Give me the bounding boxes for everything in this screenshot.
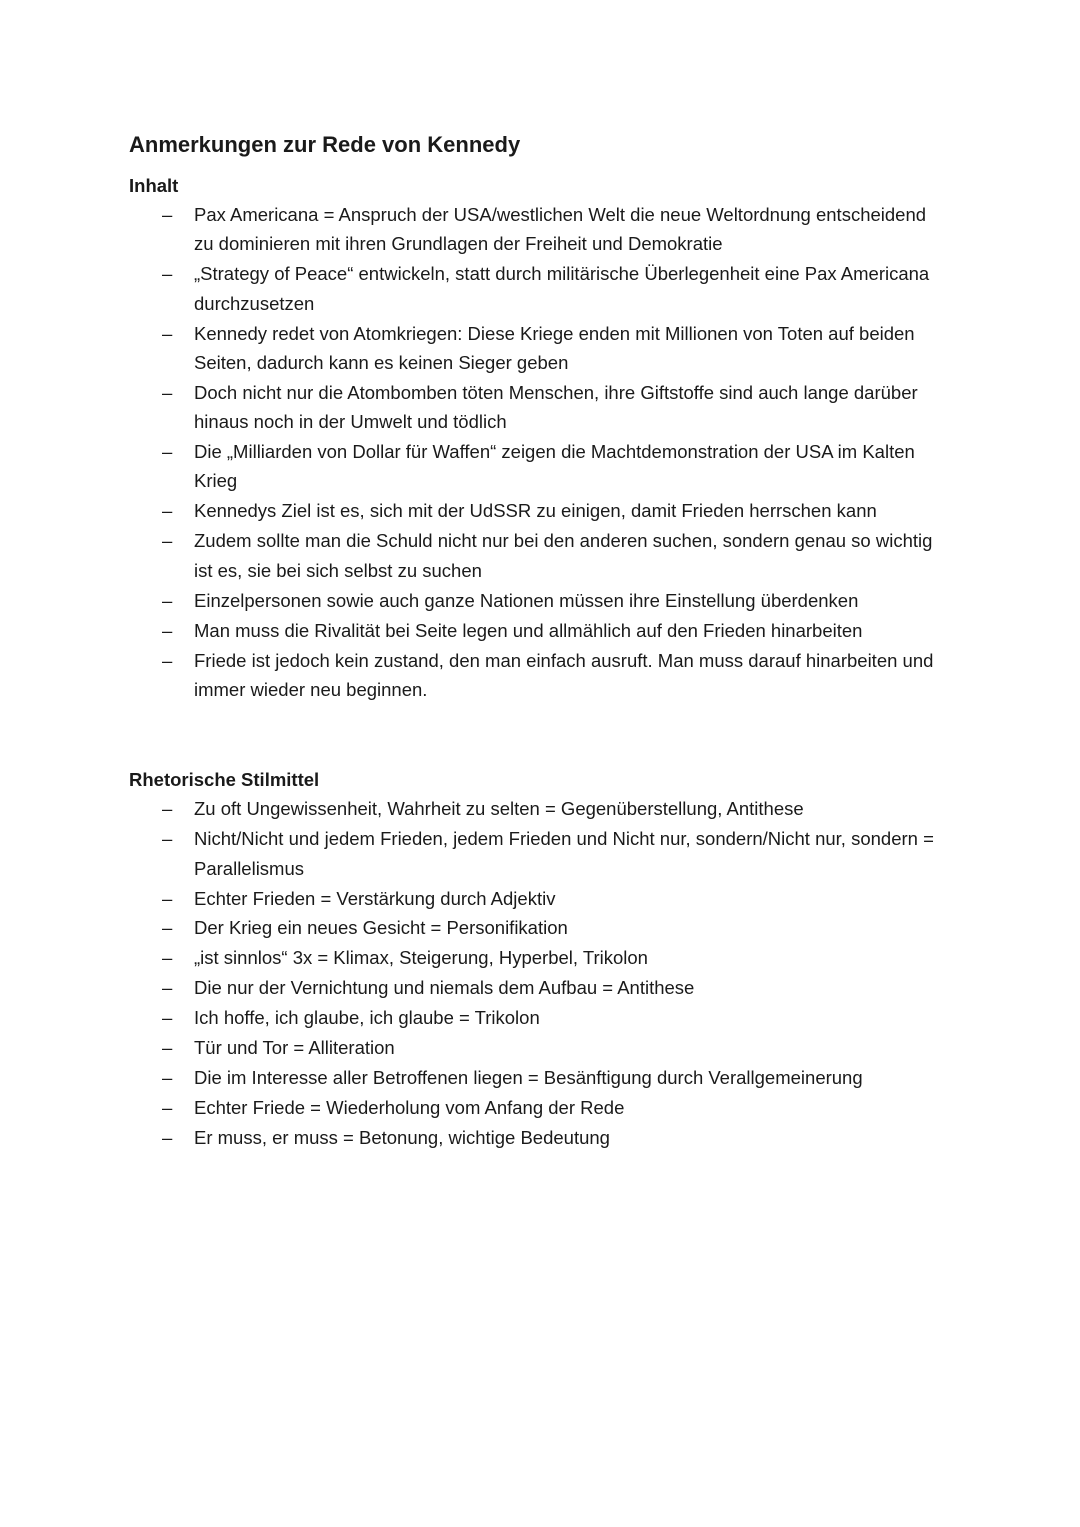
page-title: Anmerkungen zur Rede von Kennedy <box>129 132 521 157</box>
dash-bullet: – <box>162 441 173 463</box>
dash-bullet: – <box>162 977 173 999</box>
dash-bullet: – <box>162 1067 173 1089</box>
dash-bullet: – <box>162 381 173 403</box>
dash-bullet: – <box>162 204 173 225</box>
list-item <box>129 586 949 615</box>
dash-bullet: – <box>162 917 173 939</box>
list-item <box>129 1123 949 1152</box>
list-item-text: „ist sinnlos“ 3x = Klimax, Steigerung, Hyperbel, Trikolon <box>194 947 648 969</box>
list-item-text: Die nur der Vernichtung und niemals dem Aufbau = Antithese <box>194 977 695 999</box>
dash-bullet: – <box>162 1037 173 1059</box>
list-item-text: Nicht/Nicht und jedem Frieden, jedem Frieden und Nicht nur, sondern/Nicht nur, sondern = Parallelismus <box>194 828 934 879</box>
section-heading-rhetorische-stilmittel: Rhetorische Stilmittel <box>129 769 320 791</box>
dash-bullet: – <box>162 619 173 641</box>
list-item-text: Zu oft Ungewissenheit, Wahrheit zu selten = Gegenüberstellung, Antithese <box>194 798 804 820</box>
list-item <box>129 319 949 378</box>
list-item-text: Kennedys Ziel ist es, sich mit der UdSSR zu einigen, damit Frieden herrschen kann <box>194 500 877 522</box>
dash-bullet: – <box>162 500 173 522</box>
dash-bullet: – <box>162 828 173 850</box>
section-heading-inhalt: Inhalt <box>129 175 179 196</box>
list-item-text: Die im Interesse aller Betroffenen liegen = Besänftigung durch Verallgemeinerung <box>194 1067 863 1089</box>
list-item <box>129 1003 949 1032</box>
dash-bullet: – <box>162 649 173 671</box>
list-item <box>129 794 949 823</box>
list-item-text: Er muss, er muss = Betonung, wichtige Bedeutung <box>194 1127 610 1149</box>
dash-bullet: – <box>162 887 173 909</box>
list-item <box>129 1033 949 1062</box>
list-item-text: Einzelpersonen sowie auch ganze Nationen müssen ihre Einstellung überdenken <box>194 589 859 611</box>
document-page <box>129 128 949 1153</box>
list-item-text: Man muss die Rivalität bei Seite legen und allmählich auf den Frieden hinarbeiten <box>194 619 863 641</box>
dash-bullet: – <box>162 530 173 552</box>
list-item-text: Doch nicht nur die Atombomben töten Menschen, ihre Giftstoffe sind auch lange darüber hinaus noch in der Umwelt und tödlich <box>194 381 918 433</box>
list-item <box>129 1093 949 1122</box>
dash-bullet: – <box>162 1127 173 1149</box>
list-item <box>129 200 949 259</box>
list-item <box>129 378 949 437</box>
list-item <box>129 259 949 318</box>
dash-bullet: – <box>162 947 173 969</box>
list-item <box>129 496 949 525</box>
list-item-text: „Strategy of Peace“ entwickeln, statt durch militärische Überlegenheit eine Pax Americana durchzusetzen <box>194 263 930 314</box>
dash-bullet: – <box>162 589 173 611</box>
list-item <box>129 973 949 1002</box>
list-item-text: Die „Milliarden von Dollar für Waffen“ zeigen die Machtdemonstration der USA im Kalten Krieg <box>194 441 915 492</box>
list-item-text: Friede ist jedoch kein zustand, den man einfach ausruft. Man muss darauf hinarbeiten und immer wieder neu beginnen. <box>194 649 934 700</box>
list-item <box>129 824 949 883</box>
list-item-text: Kennedy redet von Atomkriegen: Diese Kriege enden mit Millionen von Toten auf beiden Seiten, dadurch kann es keinen Sieger geben <box>194 322 915 373</box>
dash-bullet: – <box>162 263 173 285</box>
list-item <box>129 437 949 496</box>
dash-bullet: – <box>162 1007 173 1029</box>
list-item <box>129 616 949 645</box>
dash-bullet: – <box>162 1097 173 1119</box>
list-item-text: Zudem sollte man die Schuld nicht nur bei den anderen suchen, sondern genau so wichtig ist es, sie bei sich selbst zu suchen <box>194 530 933 581</box>
list-item-text: Echter Frieden = Verstärkung durch Adjektiv <box>194 887 556 909</box>
list-item <box>129 943 949 972</box>
list-item <box>129 884 949 913</box>
list-item <box>129 646 949 705</box>
inhalt-list <box>129 200 949 704</box>
list-item <box>129 913 949 942</box>
list-item-text: Ich hoffe, ich glaube, ich glaube = Trikolon <box>194 1007 540 1029</box>
list-item <box>129 1063 949 1092</box>
list-item-text: Pax Americana = Anspruch der USA/westlichen Welt die neue Weltordnung entscheidend zu dominieren mit ihren Grundlagen der Freiheit und Demokratie <box>194 204 927 255</box>
list-item-text: Der Krieg ein neues Gesicht = Personifikation <box>194 917 568 939</box>
dash-bullet: – <box>162 322 173 344</box>
rhetorische-stilmittel-list <box>129 794 949 1152</box>
list-item <box>129 526 949 585</box>
list-item-text: Tür und Tor = Alliteration <box>194 1037 395 1059</box>
list-item-text: Echter Friede = Wiederholung vom Anfang der Rede <box>194 1097 625 1119</box>
dash-bullet: – <box>162 798 173 820</box>
